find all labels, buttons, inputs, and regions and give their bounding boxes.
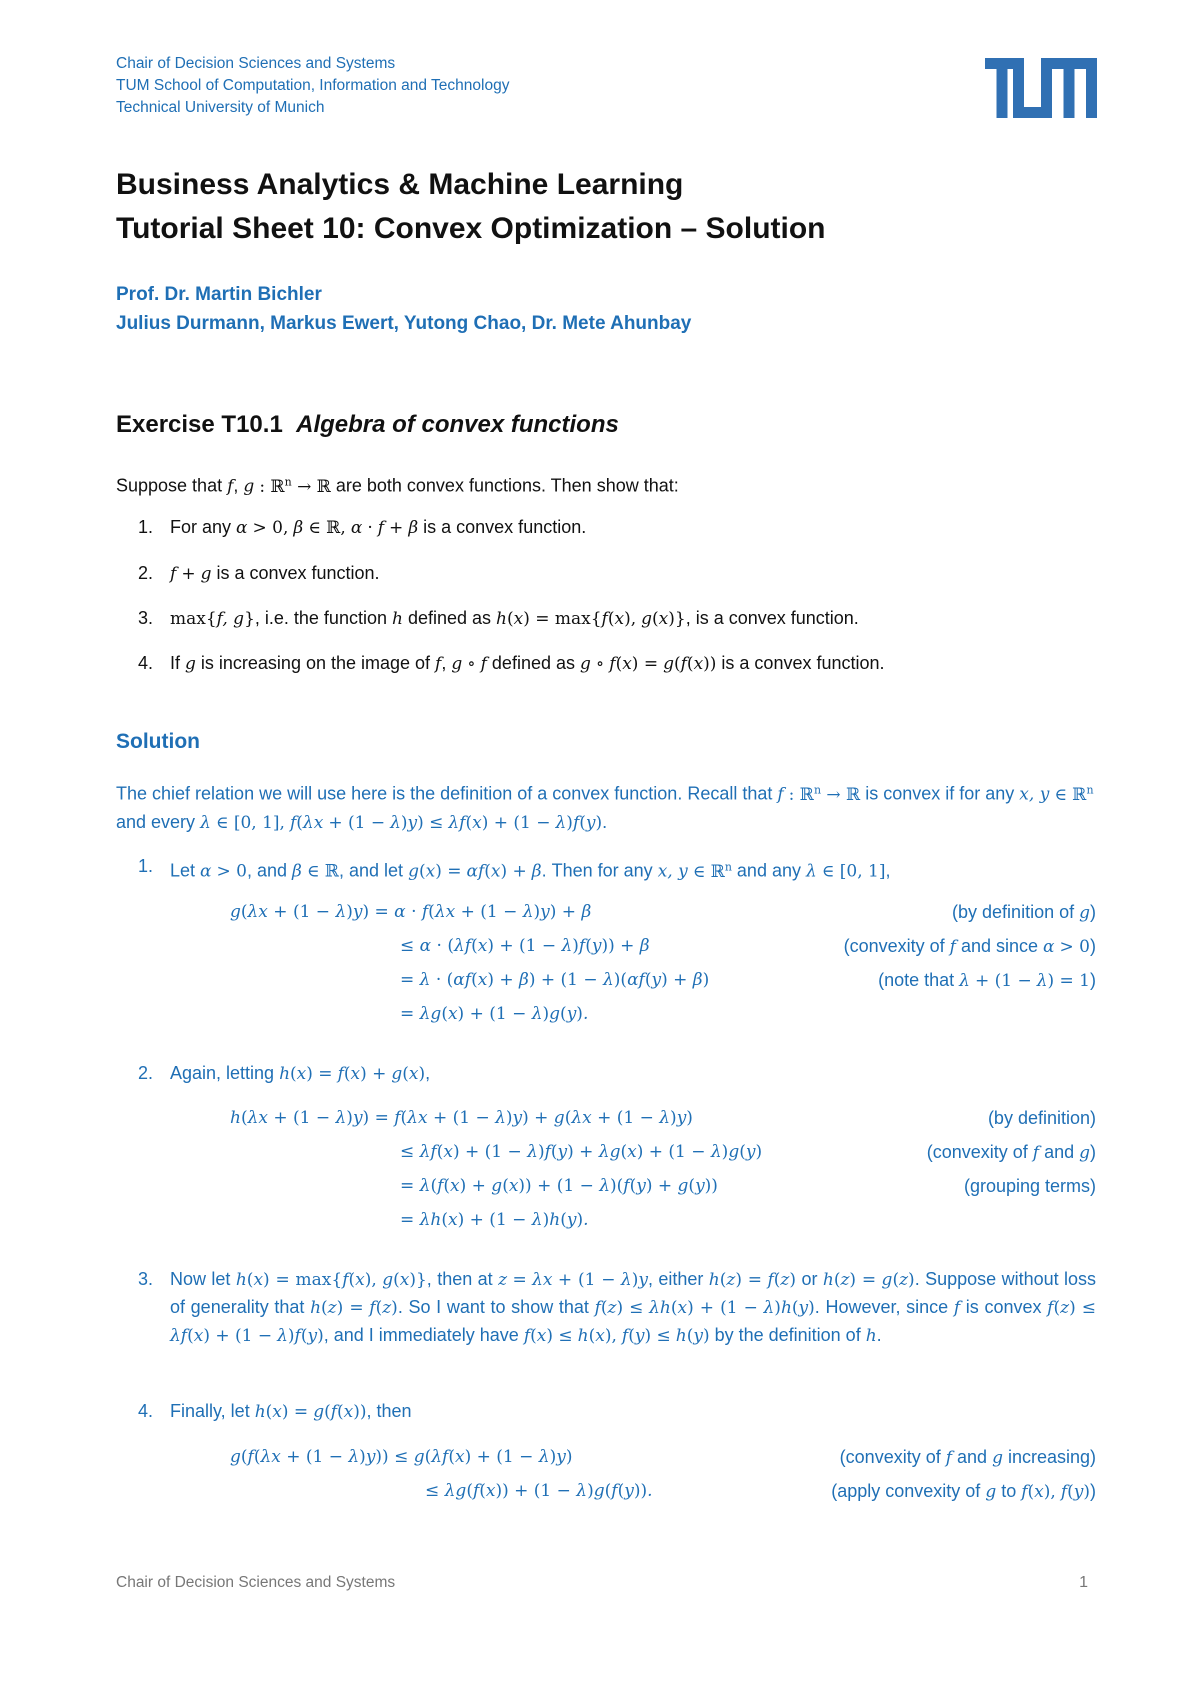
page-number: 1 (1079, 1574, 1088, 1591)
solution-item-2: 2. Again, letting h(x) = f(x) + g(x), (138, 1063, 431, 1084)
exercise-heading (116, 411, 619, 439)
institution-header (116, 53, 509, 119)
solution-item-1: 1. Let α > 0, and β ∈ ℝ, and let g(x) = αf(x) + β. Then for any x, y ∈ ℝ$^n$ and any λ ∈ [0, 1], (138, 856, 891, 882)
task-item-4: 4. If g is increasing on the image of f, g ∘ f defined as g ∘ f(x) = g(f(x)) is a convex function. (138, 653, 885, 674)
task-item-3: 3. max{f, g}, i.e. the function h defined as h(x) = max{f(x), g(x)}, is a convex function. (138, 608, 859, 629)
header-line-chair: Chair of Decision Sciences and Systems (116, 55, 396, 72)
solution-1-derivation: g(λx + (1 − λ)y) = α · f(λx + (1 − λ)y) + β (by definition of g) ≤ α · (λf(x) + (1 − λ)f(y)) + β (convexity of f and since α > 0) = λ · (αf(x) + β) + (1 − λ)(αf(y) + β) (note that λ + (1 − λ) = 1) = λg(x) + (1 − λ)g(y). (230, 902, 1096, 1024)
course-title: Business Analytics & Machine Learning (116, 168, 684, 201)
footer-text: Chair of Decision Sciences and Systems (116, 1574, 396, 1591)
task-item-2: 2. f + g is a convex function. (138, 563, 380, 584)
solution-heading: Solution (116, 730, 200, 753)
solution-item-3: 3. Now let h(x) = max{f(x), g(x)}, then at z = λx + (1 − λ)y, either h(z) = f(z) or h(z) = g(z). Suppose without loss of generality that h(z) = f(z). So I want to show that f(z) ≤ λh(x) + (1 − λ)h(y). However, since f is convex f(z) ≤ λf(x) + (1 − λ)f(y), and I immediately have f(x) ≤ h(x), f(y) ≤ h(y) by the definition of h. (138, 1269, 1097, 1346)
solution-2-derivation: h(λx + (1 − λ)y) = f(λx + (1 − λ)y) + g(λx + (1 − λ)y) (by definition) ≤ λf(x) + (1 − λ)f(y) + λg(x) + (1 − λ)g(y) (convexity of f and g) = λ(f(x) + g(x)) + (1 − λ)(f(y) + g(y)) (grouping terms) = λh(x) + (1 − λ)h(y). (230, 1108, 1096, 1230)
solution-intro: The chief relation we will use here is the definition of a convex function. Recall that f : ℝ$^n$ → ℝ is convex if for any x, y ∈ ℝ$^n$ and every λ ∈ [0, 1], f(λx + (1 − λ)y) ≤ λf(x) + (1 − λ)f(y). (116, 783, 1094, 833)
header-line-university: Technical University of Munich (116, 99, 325, 116)
author-block (116, 280, 691, 338)
task-item-1: 1. For any α > 0, β ∈ ℝ, α · f + β is a convex function. (138, 517, 587, 538)
sheet-title: Tutorial Sheet 10: Convex Optimization – Solution (116, 212, 826, 245)
header-line-school: TUM School of Computation, Information and Technology (116, 77, 510, 94)
problem-statement: Suppose that f, g : ℝ$^n$ → ℝ are both convex functions. Then show that: (116, 475, 679, 497)
solution-item-4: 4. Finally, let h(x) = g(f(x)), then (138, 1401, 412, 1422)
exercise-label: Exercise T10.1 (116, 411, 283, 438)
assistant-names: Julius Durmann, Markus Ewert, Yutong Chao, Dr. Mete Ahunbay (116, 313, 692, 334)
professor-name: Prof. Dr. Martin Bichler (116, 284, 322, 305)
solution-4-derivation: g(f(λx + (1 − λ)y)) ≤ g(λf(x) + (1 − λ)y) (convexity of f and g increasing) ≤ λg(f(x)) + (1 − λ)g(f(y)). (apply convexity of g to f(x), f(y)) (230, 1447, 1096, 1502)
tum-logo (985, 58, 1097, 118)
exercise-name: Algebra of convex functions (296, 411, 619, 438)
